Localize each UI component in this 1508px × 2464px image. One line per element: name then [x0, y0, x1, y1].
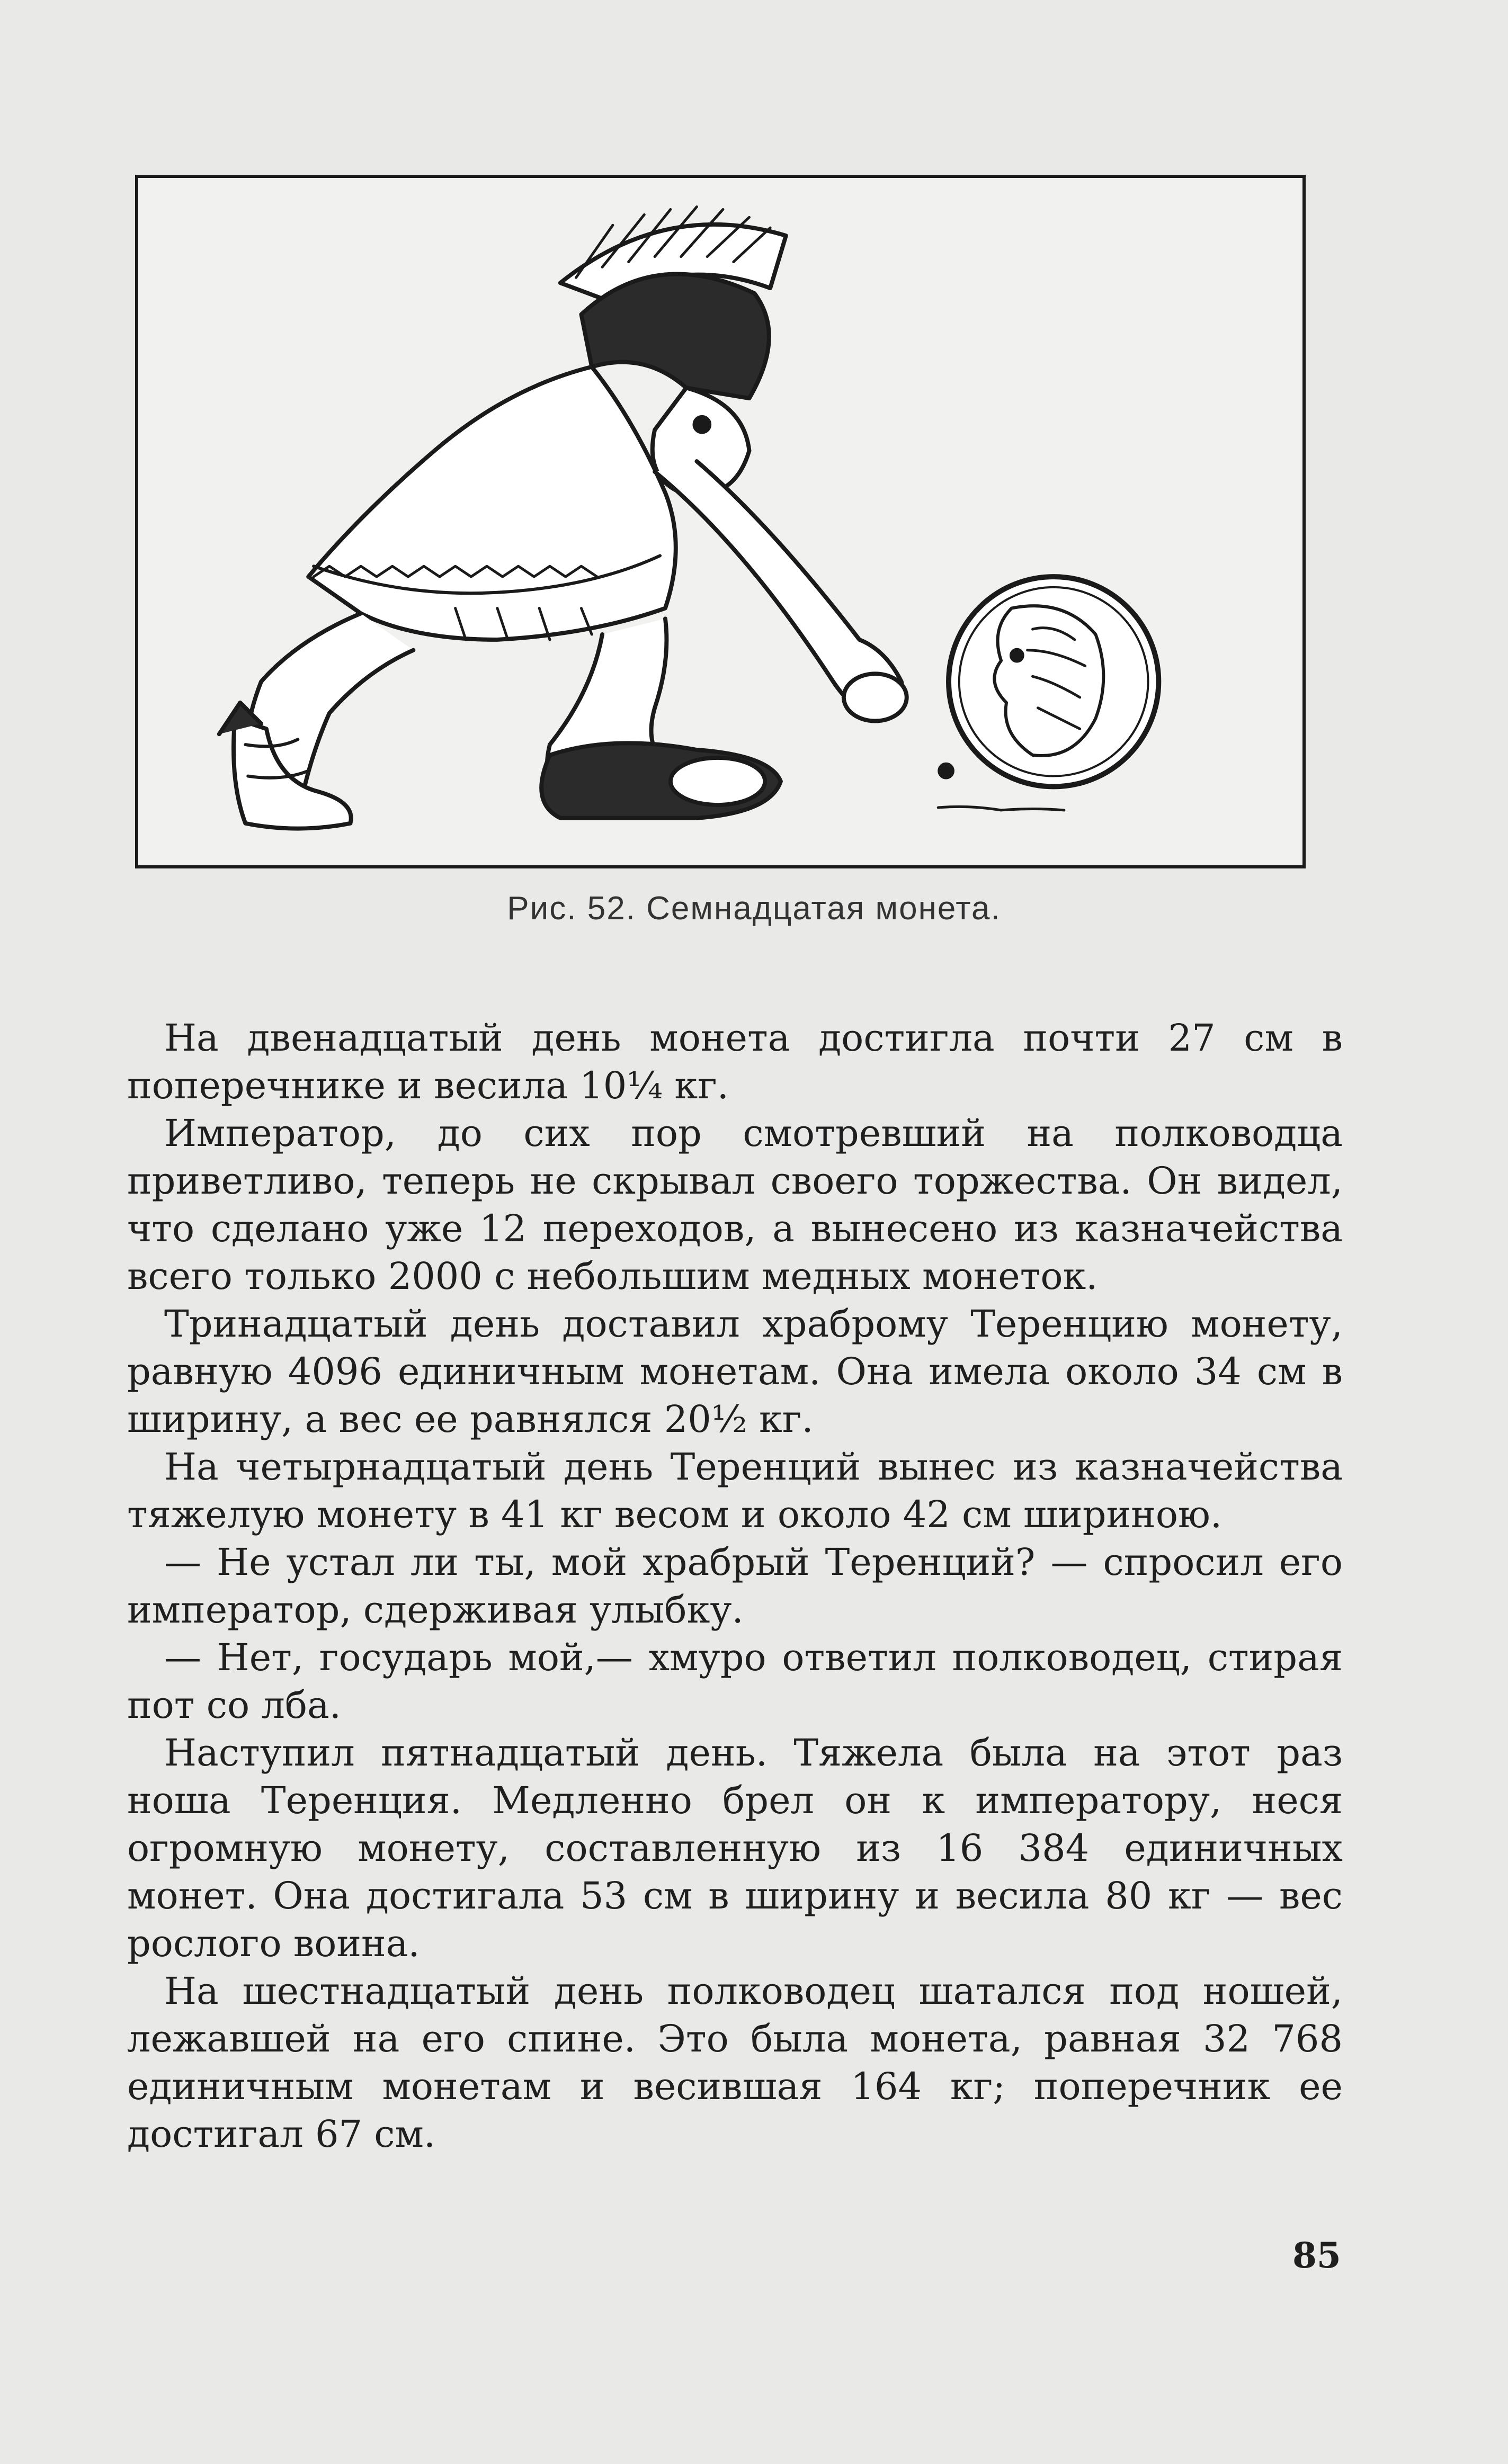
body-text — [127, 1014, 1343, 2158]
figure-caption: Рис. 52. Семнадцатая монета. — [507, 890, 1001, 927]
paragraph: — Не устал ли ты, мой храбрый Теренций? — спросил его император, сдерживая улыбку. — [127, 1540, 1343, 1632]
paragraph: На шестнадцатый день полководец шатался под ношей, лежавшей на его спине. Это была монета, равная 32 768 единичным монетам и весившая 164 кг; поперечник ее достигал 67 см. — [127, 1969, 1343, 2156]
paragraph: Наступил пятнадцатый день. Тяжела была на этот раз ноша Теренция. Медленно брел он к императору, неся огромную монету, составленную из 16 384 единичных монет. Она достигала 53 см в ширину и весила 80 кг — вес рослого воина. — [127, 1731, 1343, 1965]
paragraph: Император, до сих пор смотревший на полководца приветливо, теперь не скрывал своего торжества. Он видел, что сделано уже 12 переходов, а вынесено из казначейства всего только 2000 с небольшим медных монеток. — [127, 1112, 1343, 1298]
illustration-frame — [135, 175, 1306, 868]
paragraph: — Нет, государь мой,— хмуро ответил полководец, стирая пот со лба. — [127, 1636, 1343, 1727]
paragraph: Тринадцатый день доставил храброму Теренцию монету, равную 4096 единичным монетам. Она имела около 34 см в ширину, а вес ее равнялся 20½ кг. — [127, 1302, 1343, 1441]
warrior-and-coin-illustration — [138, 178, 1302, 865]
page-number: 85 — [1292, 2235, 1341, 2276]
paragraph: На двенадцатый день монета достигла почти 27 см в поперечнике и весила 10¼ кг. — [127, 1016, 1343, 1107]
paragraph: На четырнадцатый день Теренций вынес из казначейства тяжелую монету в 41 кг весом и около 42 см шириною. — [127, 1445, 1343, 1536]
